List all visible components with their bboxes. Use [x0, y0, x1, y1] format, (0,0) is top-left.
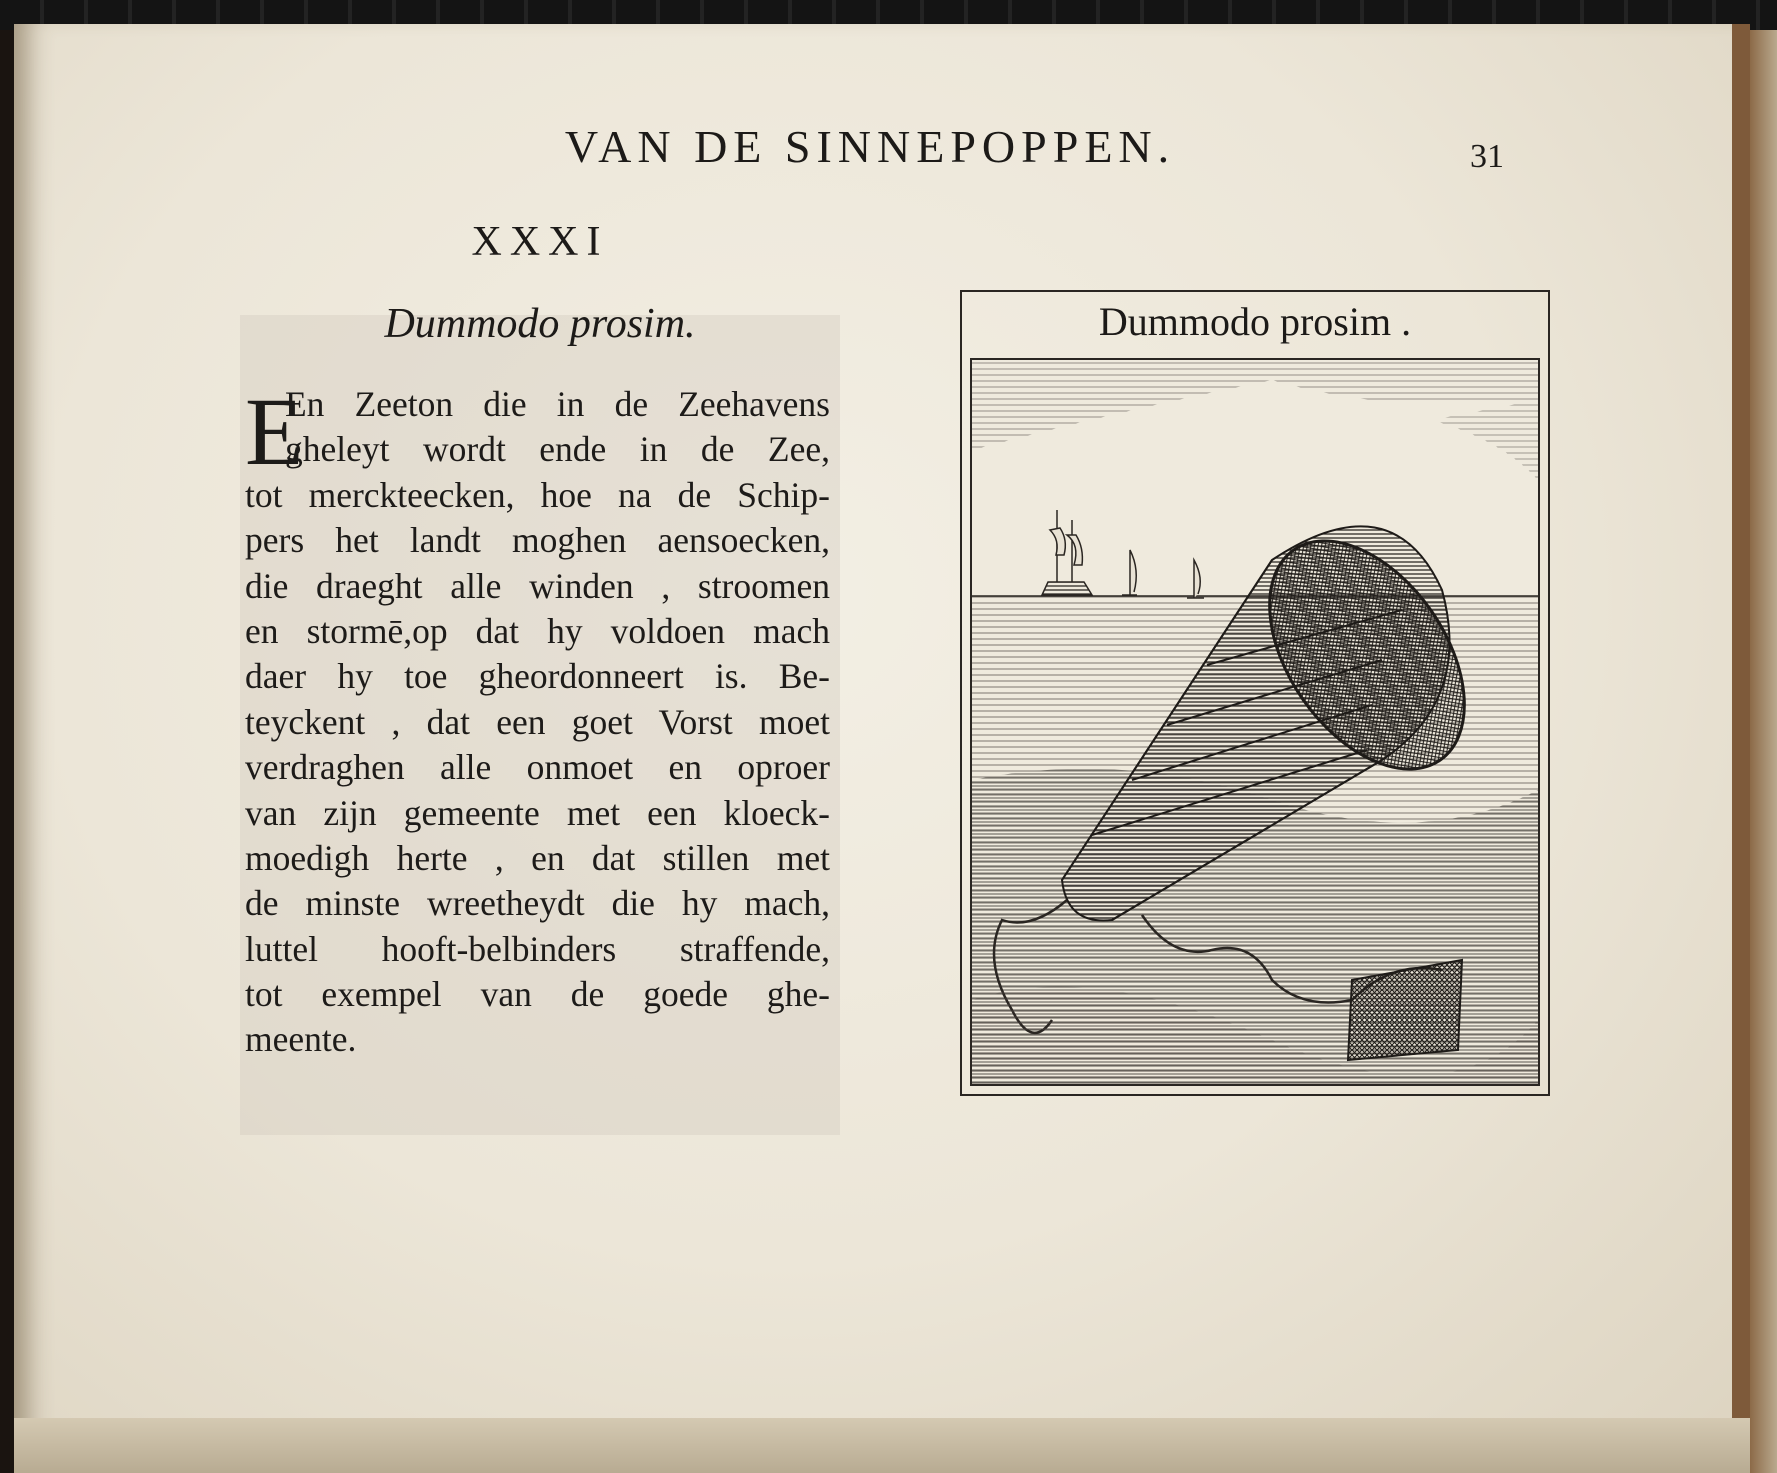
text-line: gheleyt wordt ende in de Zee, [285, 429, 830, 470]
emblem-number: XXXI [471, 219, 609, 265]
engraving-image [970, 358, 1540, 1086]
text-line: die draeght alle winden , stroomen [245, 565, 830, 606]
page-number: 31 [1470, 138, 1504, 175]
engraved-plate [960, 290, 1550, 1096]
text-line: moedigh herte , en dat stillen met [245, 837, 830, 878]
text-line: daer hy toe gheordonneert is. Be- [245, 656, 830, 697]
text-line: En Zeeton die in de Zeehavens [285, 384, 830, 424]
text-line: tot exempel van de goede ghe- [245, 974, 830, 1015]
text-line: verdraghen alle onmoet en oproer [245, 747, 830, 788]
text-line: de minste wreetheydt die hy mach, [245, 883, 830, 924]
emblem-motto: Dummodo prosim. [384, 301, 696, 347]
plate-motto: Dummodo prosim . [1098, 299, 1412, 344]
text-line: pers het landt moghen aensoecken, [245, 520, 830, 561]
page-bottom-edge [14, 1418, 1750, 1473]
drop-cap: E [245, 378, 304, 485]
text-line: teyckent , dat een goet Vorst moet [245, 701, 830, 742]
text-line: van zijn gemeente met een kloeck- [245, 792, 830, 833]
text-line: meente. [245, 1019, 357, 1060]
text-line: en stormē,op dat hy voldoen mach [245, 610, 830, 651]
emblem-text [245, 378, 830, 1063]
running-head: VAN DE SINNEPOPPEN. [564, 121, 1176, 172]
buoy-engraving [972, 360, 1538, 1084]
text-line: luttel hooft-belbinders straffende, [245, 928, 830, 969]
text-line: tot merckteecken, hoe na de Schip- [245, 474, 830, 515]
